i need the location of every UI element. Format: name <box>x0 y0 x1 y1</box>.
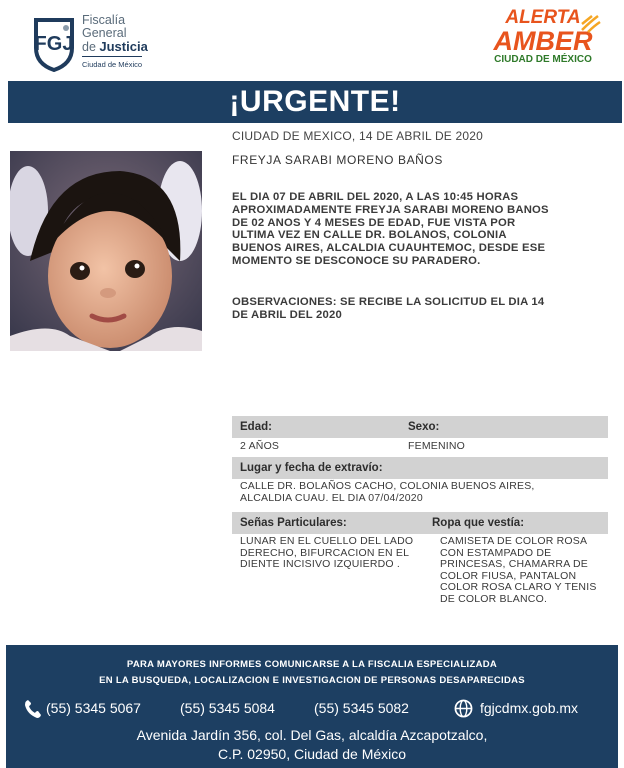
address-line-2: C.P. 02950, Ciudad de México <box>217 746 407 762</box>
age-sex-header <box>232 416 608 438</box>
clothes-value: CAMISETA DE COLOR ROSA CON ESTAMPADO DE PRINCESAS, CHAMARRA DE COLOR FIUSA, PANTALON COLOR ROSA CLARO Y TENIS DE COLOR BLANCO. <box>440 535 597 605</box>
report-date: CIUDAD DE MEXICO, 14 DE ABRIL DE 2020 <box>232 129 484 143</box>
phone-number-2[interactable]: (55) 5345 5084 <box>180 700 275 716</box>
phone-number-3[interactable]: (55) 5345 5082 <box>314 700 409 716</box>
incident-description: EL DIA 07 DE ABRIL DEL 2020, A LAS 10:45 HORAS APROXIMADAMENTE FREYJA SARABI MORENO BANOS DE 02 ANOS Y 4 MESES DE EDAD, FUE VISTA POR ULTIMA VEZ EN CALLE DR. BOLANOS, COLONIA BUENOS AIRES, ALCALDIA CUAUHTEMOC, DESDE ESE MOMENTO SE DESCONOCE SU PARADERO. <box>232 191 549 267</box>
marks-label: Señas Particulares: <box>240 517 347 529</box>
address-line-1: Avenida Jardín 356, col. Del Gas, alcaldía Azcapotzalco, <box>136 727 488 743</box>
sex-value: FEMENINO <box>408 440 466 452</box>
marks-value: LUNAR EN EL CUELLO DEL LADO DERECHO, BIFURCACION EN EL DIENTE INCISIVO IZQUIERDO . <box>240 535 414 570</box>
info-line-2: EN LA BUSQUEDA, LOCALIZACION E INVESTIGACION DE PERSONAS DESAPARECIDAS <box>99 675 525 686</box>
place-label: Lugar y fecha de extravío: <box>232 457 608 479</box>
missing-person-photo <box>10 151 202 351</box>
age-value: 2 AÑOS <box>240 440 280 452</box>
phone-icon <box>24 699 42 719</box>
fgj-logo <box>32 10 162 70</box>
alerta-amber-logo: ALERTA AMBER CIUDAD DE MÉXICO <box>488 8 598 74</box>
marks-clothes-header <box>232 512 608 534</box>
observations: OBSERVACIONES: SE RECIBE LA SOLICITUD EL DIA 14 DE ABRIL DEL 2020 <box>232 296 545 321</box>
urgent-banner: ¡URGENTE! <box>8 81 622 123</box>
missing-person-name: FREYJA SARABI MORENO BAÑOS <box>232 153 443 167</box>
age-label: Edad: <box>240 421 272 433</box>
contact-footer <box>6 645 618 768</box>
sex-label: Sexo: <box>408 421 440 433</box>
phone-number-1[interactable]: (55) 5345 5067 <box>46 700 141 716</box>
fgj-wordmark: Fiscalía General de Justicia Ciudad de México <box>82 13 148 69</box>
info-line-1: PARA MAYORES INFORMES COMUNICARSE A LA FISCALIA ESPECIALIZADA <box>126 659 498 670</box>
clothes-label: Ropa que vestía: <box>432 517 525 529</box>
fgj-shield-icon <box>32 14 76 72</box>
website-link[interactable]: fgjcdmx.gob.mx <box>480 700 579 716</box>
globe-icon <box>454 699 473 718</box>
signal-waves-icon <box>578 12 602 36</box>
svg-text:FGJ: FGJ <box>34 33 74 55</box>
place-value: CALLE DR. BOLAÑOS CACHO, COLONIA BUENOS AIRES, ALCALDIA CUAU. EL DIA 07/04/2020 <box>240 480 535 504</box>
